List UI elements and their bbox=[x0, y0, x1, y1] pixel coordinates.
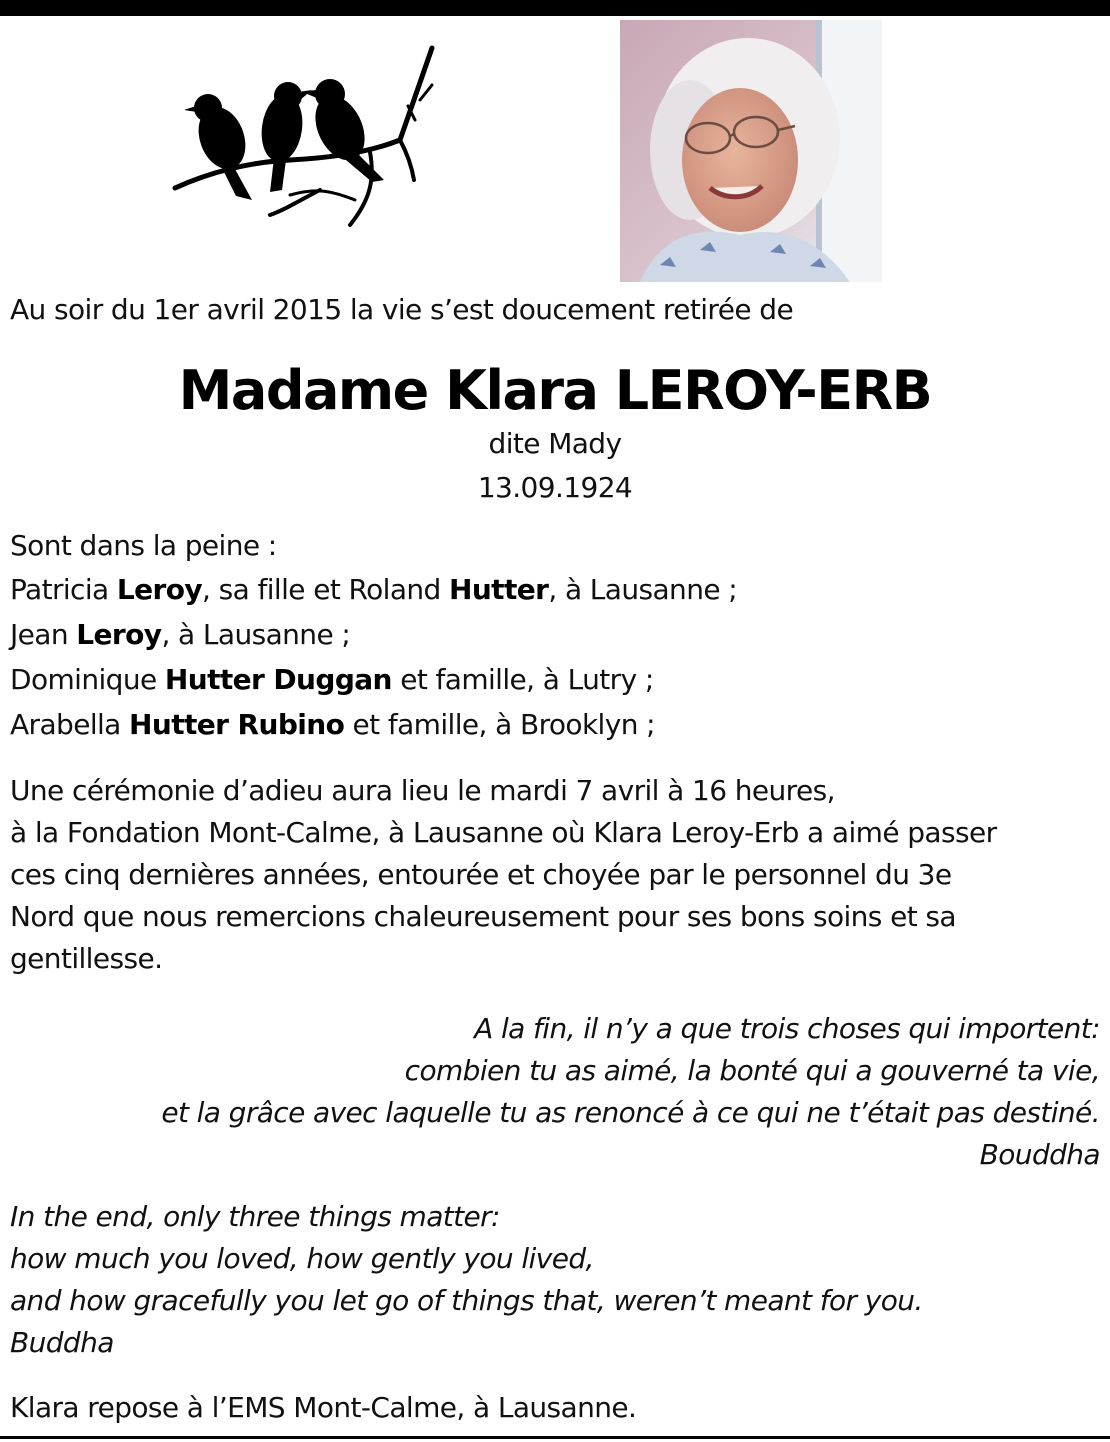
top-rule bbox=[0, 0, 1110, 16]
mourner-first: Arabella bbox=[10, 708, 130, 741]
ceremony-line: ces cinq dernières années, entourée et choyée par le personnel du 3e bbox=[10, 858, 952, 891]
mourner-line bbox=[10, 703, 655, 747]
bottom-rule bbox=[0, 1436, 1110, 1439]
mourner-line bbox=[10, 613, 350, 657]
mourner-line bbox=[10, 658, 654, 702]
mourner-first: Jean bbox=[10, 618, 77, 651]
quote-line: et la grâce avec laquelle tu as renoncé à ce qui ne t’était pas destiné. bbox=[161, 1096, 1100, 1129]
quote-line: In the end, only three things matter: bbox=[10, 1200, 500, 1233]
mourner-rest: et famille, à Lutry ; bbox=[391, 663, 654, 696]
mourner-surname: Hutter bbox=[449, 573, 549, 606]
mourner-rest: et famille, à Brooklyn ; bbox=[344, 708, 655, 741]
portrait-photo bbox=[620, 20, 882, 282]
quote-attribution: Buddha bbox=[10, 1326, 114, 1359]
mourner-first: Dominique bbox=[10, 663, 165, 696]
birth-date: 13.09.1924 bbox=[477, 471, 633, 504]
ceremony-line: Une cérémonie d’adieu aura lieu le mardi 7 avril à 16 heures, bbox=[10, 774, 835, 807]
quote-line: and how gracefully you let go of things that, weren’t meant for you. bbox=[10, 1284, 923, 1317]
quote-line: combien tu as aimé, la bonté qui a gouverné ta vie, bbox=[404, 1054, 1100, 1087]
bird-1-icon bbox=[184, 94, 254, 200]
mourner-first: Patricia bbox=[10, 573, 117, 606]
quote-attribution: Bouddha bbox=[979, 1138, 1100, 1171]
mourner-mid: , sa fille et Roland bbox=[202, 573, 449, 606]
mourner-surname: Leroy bbox=[116, 573, 203, 606]
birds-on-branch-illustration bbox=[170, 40, 450, 230]
quote-english bbox=[10, 1196, 923, 1364]
quote-line: A la fin, il n’y a que trois choses qui importent: bbox=[474, 1012, 1100, 1045]
ceremony-line: Nord que nous remercions chaleureusement pour ses bons soins et sa bbox=[10, 900, 956, 933]
ceremony-paragraph bbox=[10, 770, 997, 980]
mourner-surname: Leroy bbox=[76, 618, 162, 651]
mourner-surname: Hutter Rubino bbox=[129, 708, 345, 741]
deceased-nickname: dite Mady bbox=[488, 427, 622, 460]
closing-text: Klara repose à l’EMS Mont-Calme, à Lausanne. bbox=[10, 1391, 637, 1424]
mourner-surname: Hutter Duggan bbox=[164, 663, 392, 696]
ceremony-line: gentillesse. bbox=[10, 942, 163, 975]
mourner-rest: , à Lausanne ; bbox=[161, 618, 351, 651]
bird-2-icon bbox=[257, 82, 312, 192]
mourner-line bbox=[10, 568, 737, 612]
quote-french bbox=[161, 1008, 1100, 1176]
mourners-heading: Sont dans la peine : bbox=[10, 529, 277, 562]
intro-text: Au soir du 1er avril 2015 la vie s’est doucement retirée de bbox=[10, 293, 794, 326]
mourner-rest: , à Lausanne ; bbox=[548, 573, 738, 606]
ceremony-line: à la Fondation Mont-Calme, à Lausanne où Klara Leroy-Erb a aimé passer bbox=[10, 816, 997, 849]
quote-line: how much you loved, how gently you lived, bbox=[10, 1242, 594, 1275]
deceased-name: Madame Klara LEROY-ERB bbox=[178, 359, 932, 422]
